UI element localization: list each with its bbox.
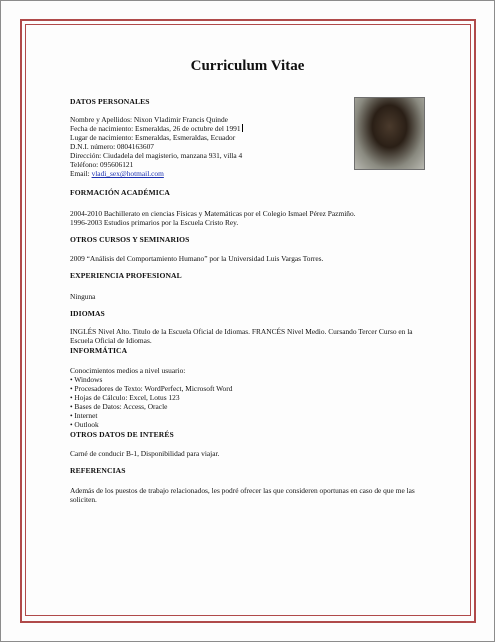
section-heading-education: FORMACIÓN ACADÉMICA [70, 188, 170, 197]
section-heading-references: REFERENCIAS [70, 466, 126, 475]
personal-line-address: Dirección: Ciudadela del magisterio, manzana 931, villa 4 [70, 151, 243, 160]
references-text: Además de los puestos de trabajo relacionados, les podré ofrecer las que consideren oportunas en caso de que me las soliciten. [70, 486, 415, 505]
profile-photo [354, 97, 425, 170]
email-label: Email: [70, 169, 92, 178]
section-heading-experience: EXPERIENCIA PROFESIONAL [70, 271, 182, 280]
computing-line: • Hojas de Cálculo: Excel, Lotus 123 [70, 393, 180, 402]
computing-line: • Procesadores de Texto: WordPerfect, Microsoft Word [70, 384, 233, 393]
section-heading-other: OTROS DATOS DE INTERÉS [70, 430, 174, 439]
text-cursor [242, 124, 244, 132]
section-heading-languages: IDIOMAS [70, 309, 105, 318]
other-line: Carné de conducir B-1, Disponibilidad para viajar. [70, 449, 220, 458]
personal-line-birthplace: Lugar de nacimiento: Esmeraldas, Esmeraldas, Ecuador [70, 133, 236, 142]
computing-line: • Windows [70, 375, 103, 384]
section-heading-courses: OTROS CURSOS Y SEMINARIOS [70, 235, 190, 244]
computing-line: • Bases de Datos: Access, Oracle [70, 402, 168, 411]
personal-line-dni: D.N.I. número: 0804163607 [70, 142, 154, 151]
personal-line-email [70, 169, 164, 178]
courses-line: 2009 “Análisis del Comportamiento Humano” por la Universidad Luis Vargas Torres. [70, 254, 324, 263]
personal-line-phone: Teléfono: 095606121 [70, 160, 134, 169]
experience-line: Ninguna [70, 292, 96, 301]
personal-line-name: Nombre y Apellidos: Nixon Vladimir Francis Quinde [70, 115, 228, 124]
education-line: 1996-2003 Estudios primarios por la Escuela Cristo Rey. [70, 218, 239, 227]
email-link[interactable]: vladi_sex@hotmail.com [91, 169, 164, 178]
computing-line: • Internet [70, 411, 98, 420]
education-line: 2004-2010 Bachillerato en ciencias Físicas y Matemáticas por el Colegio Ismael Pérez Pazmiño. [70, 209, 356, 218]
languages-text: INGLÉS Nivel Alto. Titulo de la Escuela Oficial de Idiomas. FRANCÉS Nivel Medio. Cursando Tercer Curso en la Escuela Oficial de Idiomas. [70, 327, 413, 346]
section-heading-computing: INFORMÁTICA [70, 346, 128, 355]
personal-line-birthdate [70, 124, 243, 133]
document-title: Curriculum Vitae [190, 58, 305, 74]
computing-line: • Outlook [70, 420, 99, 429]
computing-line: Conocimientos medios a nivel usuario: [70, 366, 186, 375]
birthdate-text: Fecha de nacimiento: Esmeraldas, 26 de octubre del 1991 [70, 124, 241, 133]
section-heading-personal: DATOS PERSONALES [70, 97, 150, 106]
